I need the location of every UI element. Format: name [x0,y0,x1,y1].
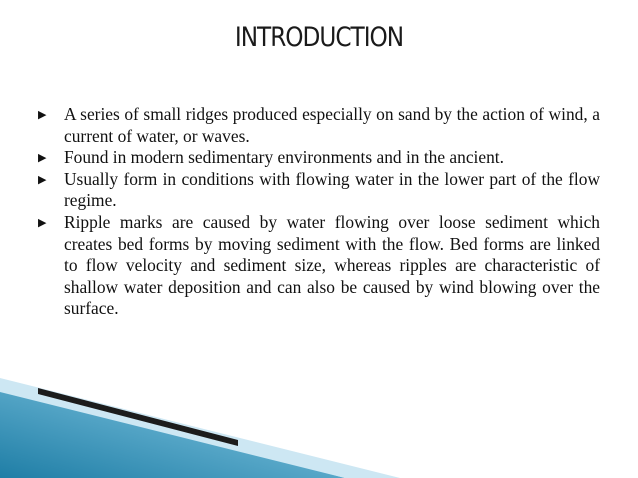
bullet-arrow-icon: ▶ [38,215,47,229]
bullet-item [38,104,600,147]
bullet-text: A series of small ridges produced especially on sand by the action of wind, a current of water, or waves. [64,104,600,146]
bullet-arrow-icon: ▶ [38,172,47,186]
bullet-arrow-icon: ▶ [38,151,47,165]
bullet-item [38,212,600,320]
slide-title: INTRODUCTION [234,22,404,53]
bullet-list [38,104,600,320]
bullet-text: Usually form in conditions with flowing water in the lower part of the flow regime. [64,168,600,211]
bullet-item [38,147,600,169]
bullet-text: Found in modern sedimentary environments and in the ancient. [64,147,504,168]
corner-swoosh-decoration [0,378,638,478]
bullet-arrow-icon: ▶ [38,108,47,121]
bullet-item [38,169,600,212]
bullet-text: Ripple marks are caused by water flowing over loose sediment which creates bed forms by moving sediment with the flow. Bed forms are linked to flow velocity and sediment size, whereas ripples are characteristic of shallow water deposition and can also be caused by wind blowing over the surface. [64,211,600,319]
